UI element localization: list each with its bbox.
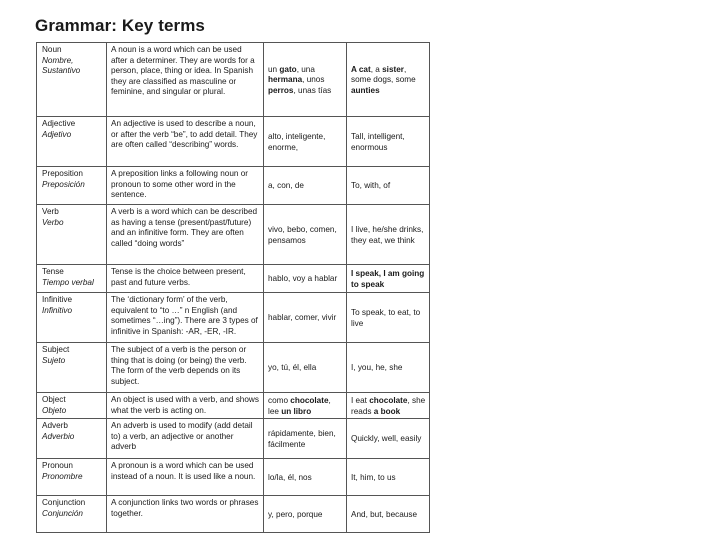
example-text: gato: [279, 64, 297, 74]
example-text: lo/la, él, nos: [268, 472, 312, 482]
term-cell: [37, 419, 107, 459]
english-example-cell: [347, 205, 430, 265]
spanish-example-cell: [264, 265, 347, 293]
spanish-example-cell: [264, 393, 347, 419]
term-english: Noun: [42, 45, 62, 54]
definition-cell: Tense is the choice between present, past and future verbs.: [107, 265, 264, 293]
example-text: I live, he/she drinks, they eat, we think: [351, 224, 424, 245]
example-text: y, pero, porque: [268, 509, 323, 519]
table-row: [37, 459, 430, 496]
definition-cell: A preposition links a following noun or pronoun to some other word in the sentence.: [107, 167, 264, 205]
definition-cell: A noun is a word which can be used after a determiner. They are words for a person, place, thing or idea. In Spanish they are classified as masculine or feminine, and singular or plural.: [107, 43, 264, 117]
definition-cell: An adverb is used to modify (add detail to) a verb, an adjective or another adverb: [107, 419, 264, 459]
spanish-example-cell: [264, 419, 347, 459]
term-cell: [37, 265, 107, 293]
definition-cell: The ‘dictionary form’ of the verb, equivalent to “to …” n English (and sometimes “…ing”). There are 3 types of infinitive in Spanish: -AR, -ER, -IR.: [107, 293, 264, 343]
term-cell: [37, 167, 107, 205]
definition-cell: A verb is a word which can be described as having a tense (present/past/future) and an infinitive form. They are often called “doing words”: [107, 205, 264, 265]
term-english: Preposition: [42, 169, 83, 178]
definition-cell: A pronoun is a word which can be used instead of a noun. It is used like a noun.: [107, 459, 264, 496]
term-spanish: Verbo: [42, 217, 64, 227]
term-spanish: Conjunción: [42, 508, 83, 518]
example-text: , lee: [268, 395, 331, 416]
spanish-example-cell: [264, 167, 347, 205]
example-text: To, with, of: [351, 181, 391, 191]
term-spanish: Adverbio: [42, 431, 75, 441]
spanish-example-cell: [264, 205, 347, 265]
term-english: Conjunction: [42, 498, 86, 507]
example-text: Quickly, well, easily: [351, 434, 422, 444]
example-text: alto, inteligente, enorme,: [268, 131, 326, 152]
example-text: un: [268, 64, 280, 74]
spanish-example-cell: [264, 293, 347, 343]
term-spanish: Objeto: [42, 405, 67, 415]
term-spanish: Adjetivo: [42, 129, 72, 139]
spanish-example-cell: [264, 496, 347, 533]
english-example-cell: [347, 265, 430, 293]
example-text: , una: [296, 64, 315, 74]
term-spanish: Nombre,: [42, 55, 74, 65]
page-title: Grammar: Key terms: [35, 16, 205, 35]
example-text: vivo, bebo, comen, pensamos: [268, 224, 337, 245]
key-terms-table: [36, 42, 430, 533]
term-english: Tense: [42, 267, 64, 276]
english-example-cell: [347, 393, 430, 419]
definition-cell: An object is used with a verb, and shows what the verb is acting on.: [107, 393, 264, 419]
spanish-example-cell: [264, 117, 347, 167]
example-text: un libro: [281, 406, 312, 416]
example-text: chocolate: [369, 395, 408, 405]
example-text: It, him, to us: [351, 472, 396, 482]
term-cell: [37, 459, 107, 496]
key-terms-rows: [37, 43, 430, 533]
definition-cell: An adjective is used to describe a noun, or after the verb “be”, to add detail. They are often called “describing” words.: [107, 117, 264, 167]
term-spanish: Sustantivo: [42, 66, 81, 76]
example-text: , a: [370, 64, 383, 74]
term-english: Infinitive: [42, 295, 73, 304]
example-text: a book: [373, 406, 401, 416]
example-text: , unas tías: [293, 85, 332, 95]
table-row: [37, 496, 430, 533]
english-example-cell: [347, 293, 430, 343]
term-cell: [37, 293, 107, 343]
term-english: Pronoun: [42, 461, 73, 470]
term-cell: [37, 343, 107, 393]
example-text: rápidamente, bien, fácilmente: [268, 428, 336, 449]
example-text: perros: [268, 85, 294, 95]
example-text: I speak, I am going to speak: [351, 268, 425, 289]
table-row: [37, 393, 430, 419]
example-text: hablo, voy a hablar: [268, 274, 338, 284]
definition-cell: A conjunction links two words or phrases together.: [107, 496, 264, 533]
example-text: chocolate: [290, 395, 329, 405]
term-english: Adverb: [42, 421, 68, 430]
english-example-cell: [347, 117, 430, 167]
table-row: [37, 419, 430, 459]
term-spanish: Infinitivo: [42, 305, 73, 315]
example-text: hablar, comer, vivir: [268, 313, 337, 323]
english-example-cell: [347, 43, 430, 117]
term-spanish: Sujeto: [42, 355, 66, 365]
term-english: Verb: [42, 207, 59, 216]
example-text: como: [268, 395, 291, 405]
table-row: [37, 343, 430, 393]
table-row: [37, 265, 430, 293]
example-text: A cat: [351, 64, 371, 74]
table-row: [37, 167, 430, 205]
example-text: To speak, to eat, to live: [351, 307, 421, 328]
term-english: Object: [42, 395, 66, 404]
example-text: yo, tú, él, ella: [268, 363, 317, 373]
english-example-cell: [347, 167, 430, 205]
english-example-cell: [347, 496, 430, 533]
example-text: , some dogs, some: [351, 64, 416, 85]
example-text: sister: [382, 64, 404, 74]
table-row: [37, 43, 430, 117]
definition-cell: The subject of a verb is the person or thing that is doing (or being) the verb. The form of the verb depends on its subject.: [107, 343, 264, 393]
term-cell: [37, 393, 107, 419]
term-spanish: Tiempo verbal: [42, 277, 94, 287]
english-example-cell: [347, 419, 430, 459]
term-cell: [37, 496, 107, 533]
table-row: [37, 117, 430, 167]
term-cell: [37, 205, 107, 265]
term-english: Adjective: [42, 119, 76, 128]
example-text: I, you, he, she: [351, 363, 403, 373]
term-cell: [37, 43, 107, 117]
example-text: And, but, because: [351, 509, 418, 519]
example-text: hermana: [268, 75, 303, 85]
example-text: aunties: [351, 85, 380, 95]
term-english: Subject: [42, 345, 70, 354]
term-cell: [37, 117, 107, 167]
example-text: , unos: [302, 75, 325, 85]
spanish-example-cell: [264, 343, 347, 393]
english-example-cell: [347, 459, 430, 496]
spanish-example-cell: [264, 459, 347, 496]
example-text: , she reads: [351, 395, 426, 416]
example-text: a, con, de: [268, 181, 304, 191]
table-row: [37, 293, 430, 343]
spanish-example-cell: [264, 43, 347, 117]
english-example-cell: [347, 343, 430, 393]
table-row: [37, 205, 430, 265]
example-text: Tall, intelligent, enormous: [351, 131, 405, 152]
term-spanish: Pronombre: [42, 471, 83, 481]
example-text: I eat: [351, 395, 370, 405]
term-spanish: Preposición: [42, 179, 85, 189]
